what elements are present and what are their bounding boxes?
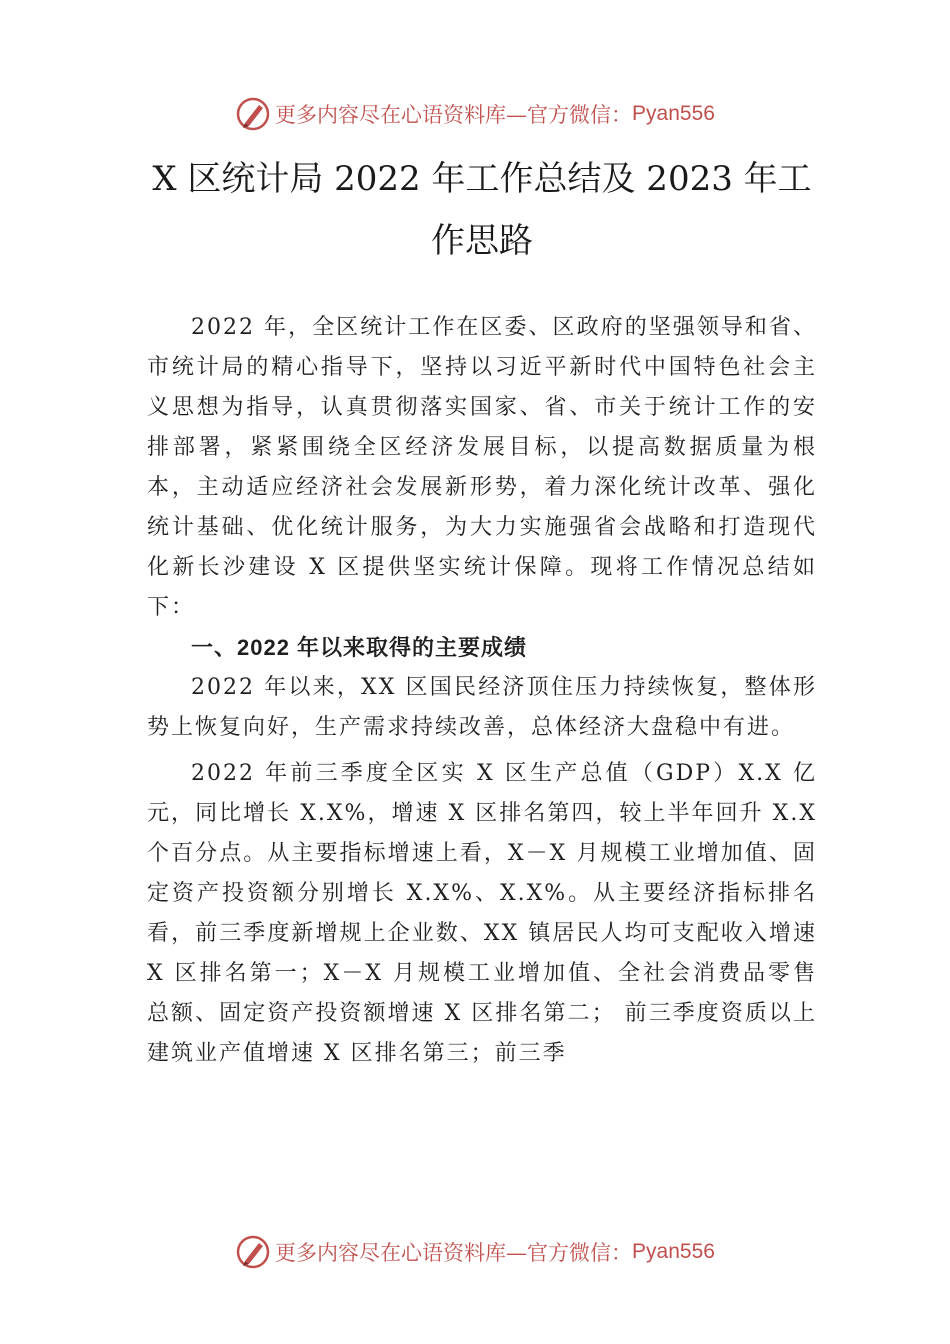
gdp-paragraph: 2022 年前三季度全区实 X 区生产总值（GDP）X.X 亿元，同比增长 X.X%，增速 X 区排名第四，较上半年回升 X.X 个百分点。从主要指标增速上看，X－X 月规模工业增加值、固定资产投资额分别增长 X.X%、X.X%。从主要经济指标排名看，前三季度新增规上企业数、XX 镇居民人均可支配收入增速 X 区排名第一；X－X 月规模工业增加值、全社会消费品零售总额、固定资产投资额增速 X 区排名第二； 前三季度资质以上建筑业产值增速 X 区排名第三；前三季: [147, 761, 817, 1066]
pen-logo-icon: [235, 96, 271, 132]
intro-paragraph: 2022 年，全区统计工作在区委、区政府的坚强领导和省、市统计局的精心指导下，坚持以习近平新时代中国特色社会主义思想为指导，认真贯彻落实国家、省、市关于统计工作的安排部署，紧紧围绕全区经济发展目标，以提高数据质量为根本，主动适应经济社会发展新形势，着力深化统计改革、强化统计基础、优化统计服务，为大力实施强省会战略和打造现代化新长沙建设 X 区提供坚实统计保障。现将工作情况总结如下：: [147, 315, 817, 620]
document-body: [147, 308, 817, 1074]
banner-text: 更多内容尽在心语资料库—官方微信：: [275, 1241, 633, 1265]
summary-paragraph: 2022 年以来，XX 区国民经济顶住压力持续恢复，整体形势上恢复向好，生产需求持续改善，总体经济大盘稳中有进。: [147, 675, 817, 740]
section-heading: 一、2022 年以来取得的主要成绩: [191, 635, 528, 660]
banner-wechat-id: Pyan556: [632, 102, 715, 125]
pen-logo-icon: [235, 1234, 271, 1270]
banner-wechat-id: Pyan556: [632, 1240, 715, 1263]
banner-text: 更多内容尽在心语资料库—官方微信：: [275, 103, 633, 127]
document-title: X 区统计局 2022 年工作总结及 2023 年工作思路: [152, 159, 812, 261]
header-banner: [0, 94, 950, 134]
footer-banner: [0, 1232, 950, 1272]
